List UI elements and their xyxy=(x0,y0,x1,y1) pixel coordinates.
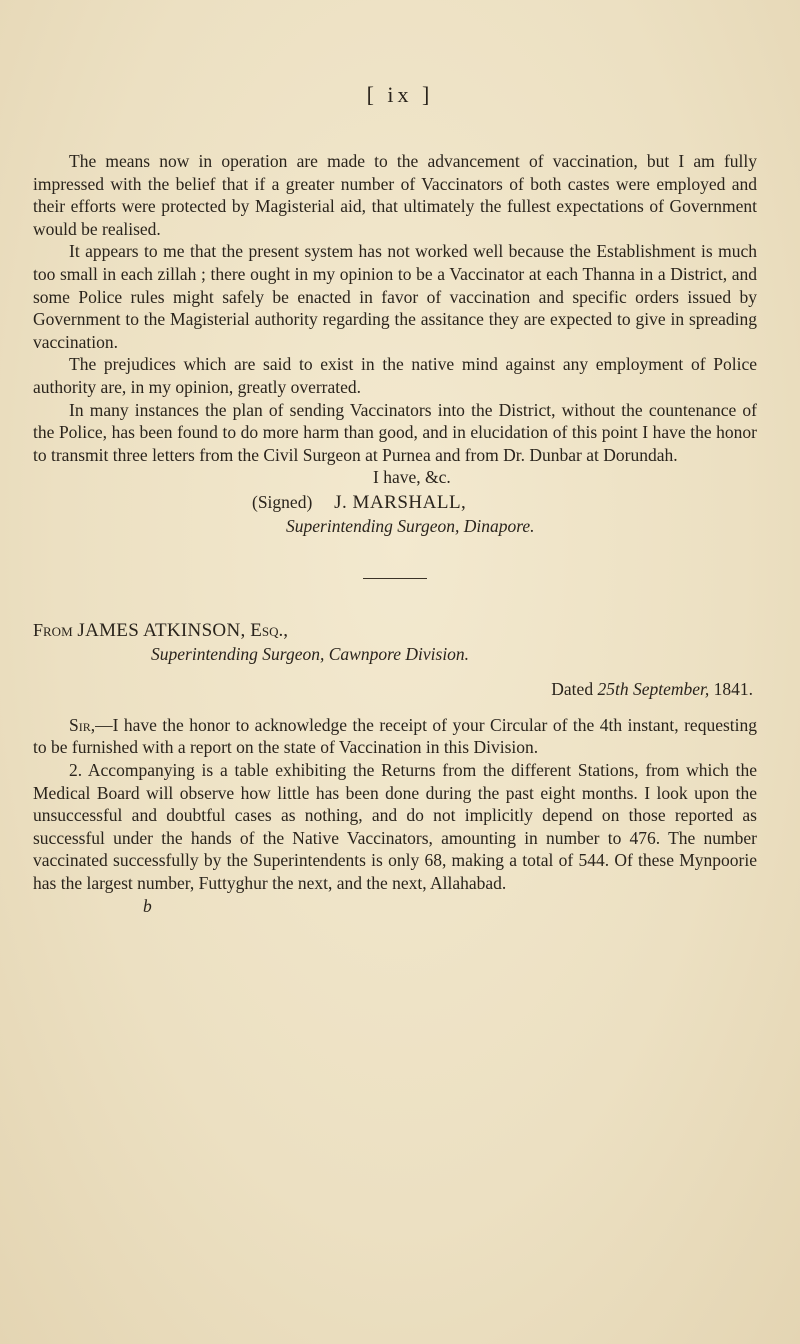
letter-from-line xyxy=(33,619,757,643)
signed-label: (Signed) xyxy=(252,491,313,512)
paragraph-acknowledge xyxy=(33,714,757,759)
from-title: Superintending Surgeon, Cawnpore Division. xyxy=(151,643,470,664)
section-divider xyxy=(363,578,427,579)
signature-line xyxy=(252,491,757,515)
signature-mark: b xyxy=(143,895,152,916)
from-prefix: From xyxy=(33,620,73,641)
from-name: JAMES ATKINSON, xyxy=(77,620,246,642)
from-suffix: Esq., xyxy=(250,620,289,642)
paragraph-means: The means now in operation are made to the advancement of vaccination, but I am fully impressed with the belief that if a greater number of Vaccinators of both castes were employed and their efforts were protected by Magisterial aid, that ultimately the fullest expectations of Government would be realised. xyxy=(33,151,757,239)
page-number: [ ix ] xyxy=(366,82,434,107)
letter-date xyxy=(33,678,757,701)
paragraph-many-instances: In many instances the plan of sending Vaccinators into the District, without the countenance of the Police, has been found to do more harm than good, and in elucidation of this point I have the honor to transmit three letters from the Civil Surgeon at Purnea and from Dr. Dunbar at Dorundah. xyxy=(33,399,757,465)
date-prefix: Dated xyxy=(551,679,594,700)
signed-name: J. MARSHALL, xyxy=(334,491,467,513)
signer-title: Superintending Surgeon, Dinapore. xyxy=(286,515,535,536)
paragraph-present-system: It appears to me that the present system has not worked well because the Establishment is much too small in each zillah ; there ought in my opinion to be a Vaccinator at each Thanna in a District, and some Police rules might safely be enacted in favor of vaccination and specific orders issued by Government to the Magisterial authority regarding the assitance they are expected to give in spreading vaccination. xyxy=(33,241,757,352)
paragraph-acknowledge-text: —I have the honor to acknowledge the receipt of your Circular of the 4th instant, requesting to be furnished with a report on the state of Vaccination in this Division. xyxy=(33,714,757,758)
body-text xyxy=(33,150,757,917)
salutation: Sir, xyxy=(69,714,96,735)
date-italic: 25th September, xyxy=(597,679,710,700)
valediction: I have, &c. xyxy=(373,467,451,488)
date-year: 1841. xyxy=(713,679,753,700)
paragraph-accompanying: 2. Accompanying is a table exhibiting the Returns from the different Stations, from which the Medical Board will observe how little has been done during the past eight months. I look upon the unsuccessful and doubtful cases as nothing, and do not implicitly depend on those reported as successful under the hands of the Native Vaccinators, amounting in number to 476. The number vaccinated successfully by the Superintendents is only 68, making a total of 544. Of these Mynpoorie has the largest number, Futtyghur the next, and the next, Allahabad. xyxy=(33,760,757,894)
paragraph-prejudices: The prejudices which are said to exist in the native mind against any employment of Police authority are, in my opinion, greatly overrated. xyxy=(33,354,757,397)
